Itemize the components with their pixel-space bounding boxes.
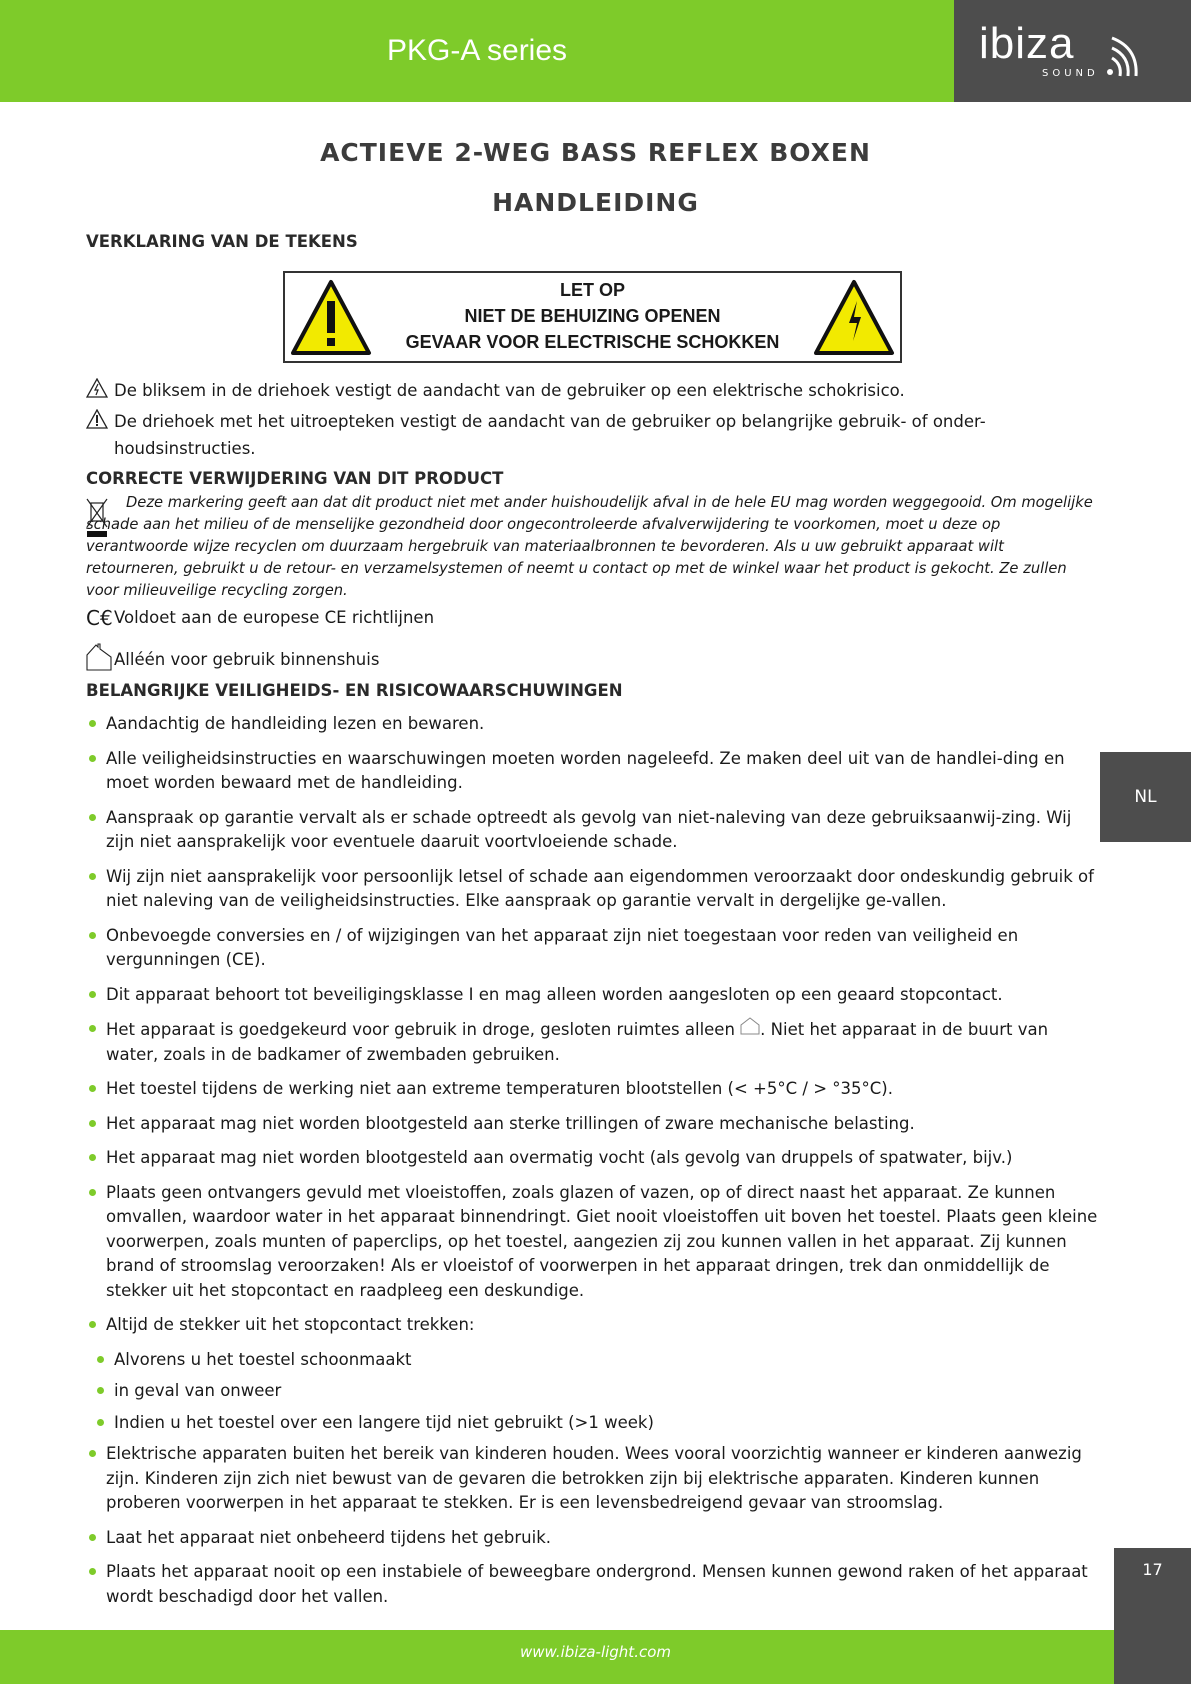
- ce-mark-icon: C€: [86, 606, 113, 630]
- warning-box: [283, 271, 902, 363]
- document-title: ACTIEVE 2-WEG BASS REFLEX BOXEN: [320, 138, 871, 167]
- sub-list-item: in geval van onweer: [94, 1379, 1104, 1404]
- list-item: Het apparaat mag niet worden blootgesteld aan sterke trillingen of zware mechanische belasting.: [86, 1112, 1104, 1137]
- ibiza-sound-logo: [954, 0, 1191, 102]
- lightning-triangle-icon: [86, 378, 114, 405]
- list-item: Dit apparaat behoort tot beveiligingsklasse I en mag alleen worden aangesloten op een geaard stopcontact.: [86, 983, 1104, 1008]
- sound-waves-icon: [1104, 30, 1144, 80]
- warning-text: [375, 277, 810, 355]
- list-item: Plaats geen ontvangers gevuld met vloeistoffen, zoals glazen of vazen, op of direct naast het apparaat. Ze kunnen omvallen, waardoor water in het apparaat binnendringt. Giet nooit vloeistoffen uit boven het toestel. Plaats geen kleine voorwerpen, zoals munten of paperclips, op het toestel, aangezien zij zou kunnen vallen in het apparaat. Zij kunnen brand of stroomslag veroorzaken! Als er vloeistof of voorwerpen in het apparaat dringen, trek dan onmiddellijk de stekker uit het stopcontact en raadpleeg een deskundige.: [86, 1181, 1104, 1304]
- logo-sub: SOUND: [1042, 68, 1099, 79]
- list-item: Wij zijn niet aansprakelijk voor persoonlijk letsel of schade aan eigendommen veroorzaakt door ondeskundig gebruik of niet naleving van de veiligheidsinstructies. Elke aanspraak op garantie vervalt in dergelijke ge-vallen.: [86, 865, 1104, 914]
- page-number: 17: [1114, 1548, 1191, 1684]
- exclamation-explanation: [86, 409, 1101, 461]
- list-item: Het toestel tijdens de werking niet aan extreme temperaturen blootstellen (< +5°C / > °35°C).: [86, 1077, 1104, 1102]
- lightning-explanation: [86, 378, 1101, 405]
- list-item: Altijd de stekker uit het stopcontact trekken:: [86, 1313, 1104, 1338]
- list-item: Aanspraak op garantie vervalt als er schade optreedt als gevolg van niet-naleving van deze gebruiksaanwij-zing. Wij zijn niet aansprakelijk voor eventuele daaruit voortvloeiende schade.: [86, 806, 1104, 855]
- indoor-line: [86, 643, 1101, 678]
- language-tab: NL: [1100, 752, 1191, 842]
- safety-list: [86, 712, 1104, 1619]
- sub-list-item: Indien u het toestel over een langere tijd niet gebruikt (>1 week): [94, 1411, 1104, 1436]
- symbols-heading: VERKLARING VAN DE TEKENS: [86, 232, 358, 251]
- disposal-heading: CORRECTE VERWIJDERING VAN DIT PRODUCT: [86, 469, 504, 488]
- ce-text: Voldoet aan de europese CE richtlijnen: [114, 608, 435, 627]
- item-text: . Niet het apparaat in de buurt van water, zoals in de badkamer of zwembaden gebruiken.: [106, 1020, 1049, 1064]
- series-title: PKG-A series: [386, 34, 568, 67]
- list-item: Aandachtig de handleiding lezen en bewaren.: [86, 712, 1104, 737]
- list-item: Plaats het apparaat nooit op een instabiele of beweegbare ondergrond. Mensen kunnen gewond raken of het apparaat wordt beschadigd door het vallen.: [86, 1560, 1104, 1609]
- lightning-triangle-icon: [813, 279, 895, 357]
- list-item: Onbevoegde conversies en / of wijzigingen van het apparaat zijn niet toegestaan voor reden van veiligheid en vergunningen (CE).: [86, 924, 1104, 973]
- warning-line: GEVAAR VOOR ELECTRISCHE SCHOKKEN: [405, 332, 780, 352]
- warning-line: LET OP: [559, 280, 625, 300]
- logo-brand: ibiza: [979, 19, 1075, 68]
- house-indoor-icon: [86, 643, 114, 678]
- house-indoor-icon: [740, 1017, 760, 1035]
- warning-line: NIET DE BEHUIZING OPENEN: [464, 306, 721, 326]
- sub-list-item: Alvorens u het toestel schoonmaakt: [94, 1348, 1104, 1373]
- list-item: Alle veiligheidsinstructies en waarschuwingen moeten worden nageleefd. Ze maken deel uit van de handlei-ding en moet worden bewaard met de handleiding.: [86, 747, 1104, 796]
- exclamation-triangle-icon: [86, 409, 114, 436]
- exclamation-triangle-icon: [290, 279, 372, 357]
- list-item: Laat het apparaat niet onbeheerd tijdens het gebruik.: [86, 1526, 1104, 1551]
- footer-url: www.ibiza-light.com: [520, 1643, 671, 1661]
- ce-line: [86, 605, 1101, 631]
- document-subtitle: HANDLEIDING: [492, 188, 699, 217]
- disposal-text: Deze markering geeft aan dat dit product niet met ander huishoudelijk afval in de hele EU mag worden weggegooid. Om mogelijke schade aan het milieu of de menselijke gezondheid door ongecontroleerde afvalverwijdering te voorkomen, moet u deze op verantwoorde wijze recyclen om duurzaam hergebruik van materiaalbronnen te bevorderen. Als u uw gebruikt apparaat wilt retourneren, gebruikt u de retour- en verzamelsystemen of neemt u contact op met de winkel waar het product is gekocht. Ze zullen voor milieuveilige recycling zorgen.: [86, 494, 1093, 599]
- list-item: Het apparaat mag niet worden blootgesteld aan overmatig vocht (als gevolg van druppels of spatwater, bijv.): [86, 1146, 1104, 1171]
- indoor-text: Alléén voor gebruik binnenshuis: [114, 650, 380, 669]
- list-item: Elektrische apparaten buiten het bereik van kinderen houden. Wees vooral voorzichtig wanneer er kinderen aanwezig zijn. Kinderen zijn zich niet bewust van de gevaren die betrokken zijn bij elektrische apparaten. Kinderen kunnen proberen voorwerpen in het apparaat te stekken. Er is een levensbedreigend gevaar van stroomslag.: [86, 1442, 1104, 1516]
- item-text: Het apparaat is goedgekeurd voor gebruik in droge, gesloten ruimtes alleen: [106, 1020, 735, 1039]
- exclamation-text: De driehoek met het uitroepteken vestigt de aandacht van de gebruiker op belangrijke gebruik- of onder-houdsinstructies.: [114, 412, 986, 458]
- list-item: [86, 1017, 1104, 1067]
- safety-heading: BELANGRIJKE VEILIGHEIDS- EN RISICOWAARSCHUWINGEN: [86, 681, 623, 700]
- lightning-text: De bliksem in de driehoek vestigt de aandacht van de gebruiker op een elektrische schokrisico.: [114, 381, 905, 400]
